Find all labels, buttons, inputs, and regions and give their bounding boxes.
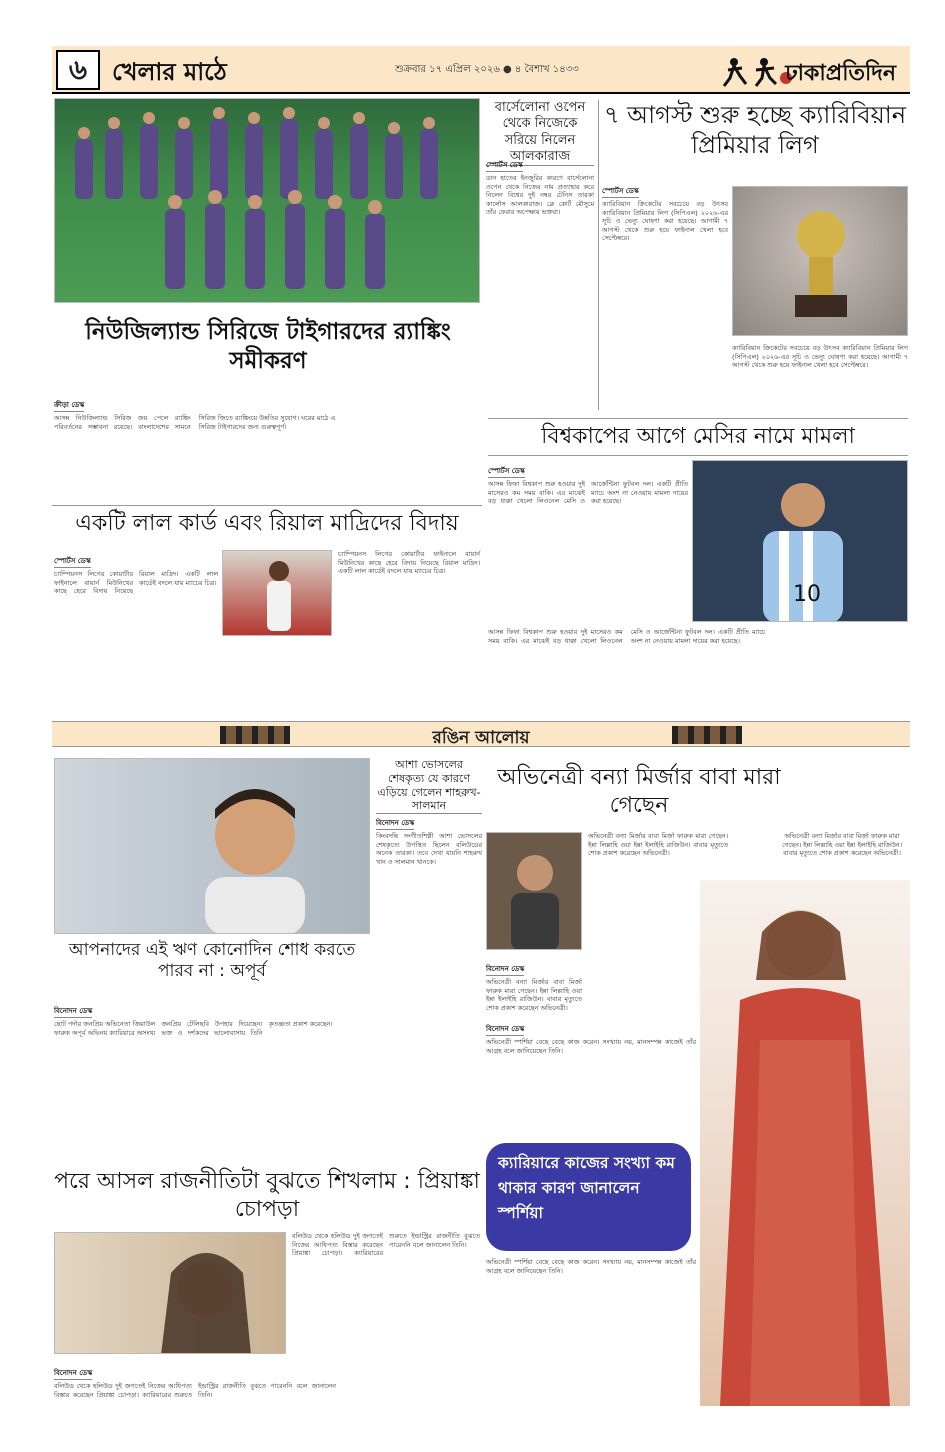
logo-text: ঢাকাপ্রতিদিন <box>785 61 896 86</box>
story1-desk: ক্রীড়া ডেস্ক <box>54 399 84 412</box>
story4-text: আসন্ন ফিফা বিশ্বকাপ শুরু হওয়ার দুই মাসেরও কম সময় বাকি। এর মাঝেই বড় ধাক্কা খেলো লিওনেল মেসি ও আর্জেন্টিনা ফুটবল দল। একটি প্রীতি ম্যাচে অংশ না নেওয়ায় মামলা দায়ের করা হয়েছে। <box>488 480 688 506</box>
story8-text: অভিনেত্রী বন্যা মির্জার বাবা মির্জা ফারুক মারা গেছেন। ইন্না লিল্লাহি ওয়া ইন্না ইলাইহি রাজিউন। বাবার মৃত্যুতে শোক প্রকাশ করেছেন অভিনেত্রী। <box>486 978 582 1012</box>
divider <box>598 100 599 410</box>
story1-text: আসন্ন নিউজিল্যান্ড সিরিজ জয় পেলে র‍্যাঙ্কিং পরিবর্তনের সম্ভাবনা রয়েছে। বাংলাদেশের সামনে সিরিজ জিতে র‍্যাঙ্কিংয়ে উন্নতির সুযোগ। ঘরের মাঠে এ সিরিজ টাইগারদের জন্য গুরুত্বপূর্ণ। <box>54 414 336 431</box>
story6-desk: বিনোদন ডেস্ক <box>54 1005 92 1018</box>
story4-text-cont: আসন্ন ফিফা বিশ্বকাপ শুরু হওয়ার দুই মাসেরও কম সময় বাকি। এর মাঝেই বড় ধাক্কা খেলো লিওনেল মেসি ও আর্জেন্টিনা ফুটবল দল। একটি প্রীতি ম্যাচে অংশ না নেওয়ায় মামলা দায়ের করা হয়েছে। <box>488 628 766 645</box>
story5-text-cont: চ্যাম্পিয়নস লিগের কোয়ার্টার ফাইনালে বায়ার্ন মিউনিখের কাছে হেরে বিদায় নিয়েছে রিয়াল মাদ্রিদ। একটি লাল কার্ডেই বদলে যায় ম্যাচের চিত্র। <box>338 550 480 576</box>
sparsia-photo <box>700 880 910 1406</box>
story7-text: কিংবদন্তি সংগীতশিল্পী আশা ভোসলের শেষকৃত্যে উপস্থিত ছিলেন বলিউডের অনেক তারকা। তবে দেখা যায়নি শাহরুখ খান ও সালমান খানকে। <box>376 832 482 866</box>
story10-body <box>486 1016 696 1055</box>
story10-desk: বিনোদন ডেস্ক <box>486 1023 524 1036</box>
story9-text-cont: বলিউড থেকে হলিউড দুই জগতেই নিজের আধিপত্য বিস্তার করেছেন প্রিয়াঙ্কা চোপড়া। ক্যারিয়ারের শুরুতে ইন্ডাস্ট্রির রাজনীতি বুঝতে পারেননি বলে জানালেন তিনি। <box>292 1232 480 1258</box>
story10-text-cont: অভিনেত্রী স্পর্শিয়া বেছে বেছে কাজ করেন। সংখ্যায় নয়, মানসম্পন্ন কাজেই তাঁর আগ্রহ বলে জানিয়েছেন তিনি। <box>486 1258 696 1275</box>
band-title: রঙিন আলোয় <box>432 728 530 748</box>
story8-body <box>486 956 582 1012</box>
story5-headline[interactable]: একটি লাল কার্ড এবং রিয়াল মাদ্রিদের বিদায় <box>75 511 459 536</box>
story4-body <box>488 458 688 506</box>
story2-desk: স্পোর্টস ডেস্ক <box>486 159 523 172</box>
svg-text:10: 10 <box>793 582 821 607</box>
story8-desk: বিনোদন ডেস্ক <box>486 963 524 976</box>
story5-text: চ্যাম্পিয়নস লিগের কোয়ার্টার ফাইনালে বায়ার্ন মিউনিখের কাছে হেরে বিদায় নিয়েছে রিয়াল মাদ্রিদ। একটি লাল কার্ডেই বদলে যায় ম্যাচের চিত্র। <box>54 570 218 596</box>
story8-headline[interactable]: অভিনেত্রী বন্যা মির্জার বাবা মারা গেছেন <box>497 765 781 818</box>
trophy-photo <box>732 186 908 336</box>
team-huddle-photo <box>54 98 480 303</box>
masthead-logo[interactable] <box>720 52 906 90</box>
story3-text-cont: ক্যারিবিয়ান ক্রিকেটের সবচেয়ে বড় উৎসব ক্যারিবিয়ান প্রিমিয়ার লিগ (সিপিএল) ২০২৬-এর সূচি ও ভেন্যু ঘোষণা করা হয়েছে। আগামী ৭ আগস্ট থেকে শুরু হয়ে ফাইনাল খেলা হবে সেপ্টেম্বরে। <box>732 344 908 370</box>
story8-text-side: অভিনেত্রী বন্যা মির্জার বাবা মির্জা ফারুক মারা গেছেন। ইন্না লিল্লাহি ওয়া ইন্না ইলাইহি রাজিউন। বাবার মৃত্যুতে শোক প্রকাশ করেছেন অভিনেত্রী। <box>781 832 903 858</box>
story3-body <box>602 178 728 243</box>
story3-text: ক্যারিবিয়ান ক্রিকেটের সবচেয়ে বড় উৎসব ক্যারিবিয়ান প্রিমিয়ার লিগ (সিপিএল) ২০২৬-এর সূচি ও ভেন্যু ঘোষণা করা হয়েছে। আগামী ৭ আগস্ট থেকে শুরু হয়ে ফাইনাল খেলা হবে সেপ্টেম্বরে। <box>602 200 728 243</box>
story10-headline-box[interactable] <box>486 1143 691 1251</box>
story6-text: ছোট পর্দার জনপ্রিয় অভিনেতা জিয়াউল ফারুক অপূর্ব অভিনয় ক্যারিয়ারে অসংখ্য জনপ্রিয় টেলিছবি উপহার দিয়েছেন। ভক্ত ও দর্শকদের ভালোবাসায় তিনি কৃতজ্ঞতা প্রকাশ করেছেন। <box>54 1020 333 1037</box>
story8-text-cont: অভিনেত্রী বন্যা মির্জার বাবা মির্জা ফারুক মারা গেছেন। ইন্না লিল্লাহি ওয়া ইন্না ইলাইহি রাজিউন। বাবার মৃত্যুতে শোক প্রকাশ করেছেন অভিনেত্রী। <box>588 832 728 858</box>
divider <box>52 505 482 506</box>
real-madrid-player-photo <box>222 550 332 636</box>
story3-headline[interactable]: ৭ আগস্ট শুরু হচ্ছে ক্যারিবিয়ান প্রিমিয়ার লিগ <box>603 101 907 159</box>
story5-desk: স্পোর্টস ডেস্ক <box>54 555 91 568</box>
story3-desk: স্পোর্টস ডেস্ক <box>602 185 639 198</box>
father-photo <box>486 832 582 950</box>
priyanka-photo <box>54 1232 286 1354</box>
story7-headline[interactable]: আশা ভোসলের শেষকৃত্য যে কারণে এড়িয়ে গেলেন শাহরুখ-সালমান <box>377 758 481 813</box>
story2-body <box>486 152 594 217</box>
issue-date: শুক্রবার ১৭ এপ্রিল ২০২৬ ● ৪ বৈশাখ ১৪৩৩ <box>395 64 579 75</box>
story4-headline[interactable]: বিশ্বকাপের আগে মেসির নামে মামলা <box>488 418 908 456</box>
story2-text: ডান হাতের ইনজুরির কারণে বার্সেলোনা ওপেন থেকে নিজের নাম প্রত্যাহার করে নিলেন বিশ্বের দুই নম্বর টেনিস তারকা কার্লোস আলকারাজ। ক্লে কোর্ট মৌসুমে তাঁর ফেরার অপেক্ষায় ভক্তরা। <box>486 174 594 217</box>
page-number: ৬ <box>56 50 100 90</box>
story4-desk: স্পোর্টস ডেস্ক <box>488 465 525 478</box>
story9-headline[interactable]: পরে আসল রাজনীতিটা বুঝতে শিখলাম : প্রিয়াঙ্কা চোপড়া <box>54 1169 480 1222</box>
section-title: খেলার মাঠে <box>112 58 227 86</box>
story7-body <box>376 810 482 866</box>
story1-body <box>54 392 480 431</box>
story1-headline[interactable]: নিউজিল্যান্ড সিরিজে টাইগারদের র‍্যাঙ্কিং সমীকরণ <box>85 319 451 374</box>
story6-body <box>54 998 370 1037</box>
story10-text: অভিনেত্রী স্পর্শিয়া বেছে বেছে কাজ করেন। সংখ্যায় নয়, মানসম্পন্ন কাজেই তাঁর আগ্রহ বলে জানিয়েছেন তিনি। <box>486 1038 696 1055</box>
story10-headline[interactable]: ক্যারিয়ারে কাজের সংখ্যা কম থাকার কারণ জানালেন স্পর্শিয়া <box>498 1154 675 1222</box>
apurba-photo <box>54 758 370 934</box>
story9-desk: বিনোদন ডেস্ক <box>54 1367 92 1380</box>
story9-body <box>54 1360 480 1399</box>
story7-desk: বিনোদন ডেস্ক <box>376 817 414 830</box>
messi-photo <box>692 460 908 622</box>
story5-body <box>54 548 218 596</box>
story6-headline[interactable]: আপনাদের এই ঋণ কোনোদিন শোধ করতে পারব না : অপূর্ব <box>68 940 356 982</box>
entertainment-band <box>52 721 910 747</box>
film-strip-icon <box>672 726 742 744</box>
story9-text: বলিউড থেকে হলিউড দুই জগতেই নিজের আধিপত্য বিস্তার করেছেন প্রিয়াঙ্কা চোপড়া। ক্যারিয়ারের শুরুতে ইন্ডাস্ট্রির রাজনীতি বুঝতে পারেননি বলে জানালেন তিনি। <box>54 1382 336 1399</box>
story2-headline[interactable]: বার্সেলোনা ওপেন থেকে নিজেকে সরিয়ে নিলেন আলকারাজ <box>486 100 594 166</box>
